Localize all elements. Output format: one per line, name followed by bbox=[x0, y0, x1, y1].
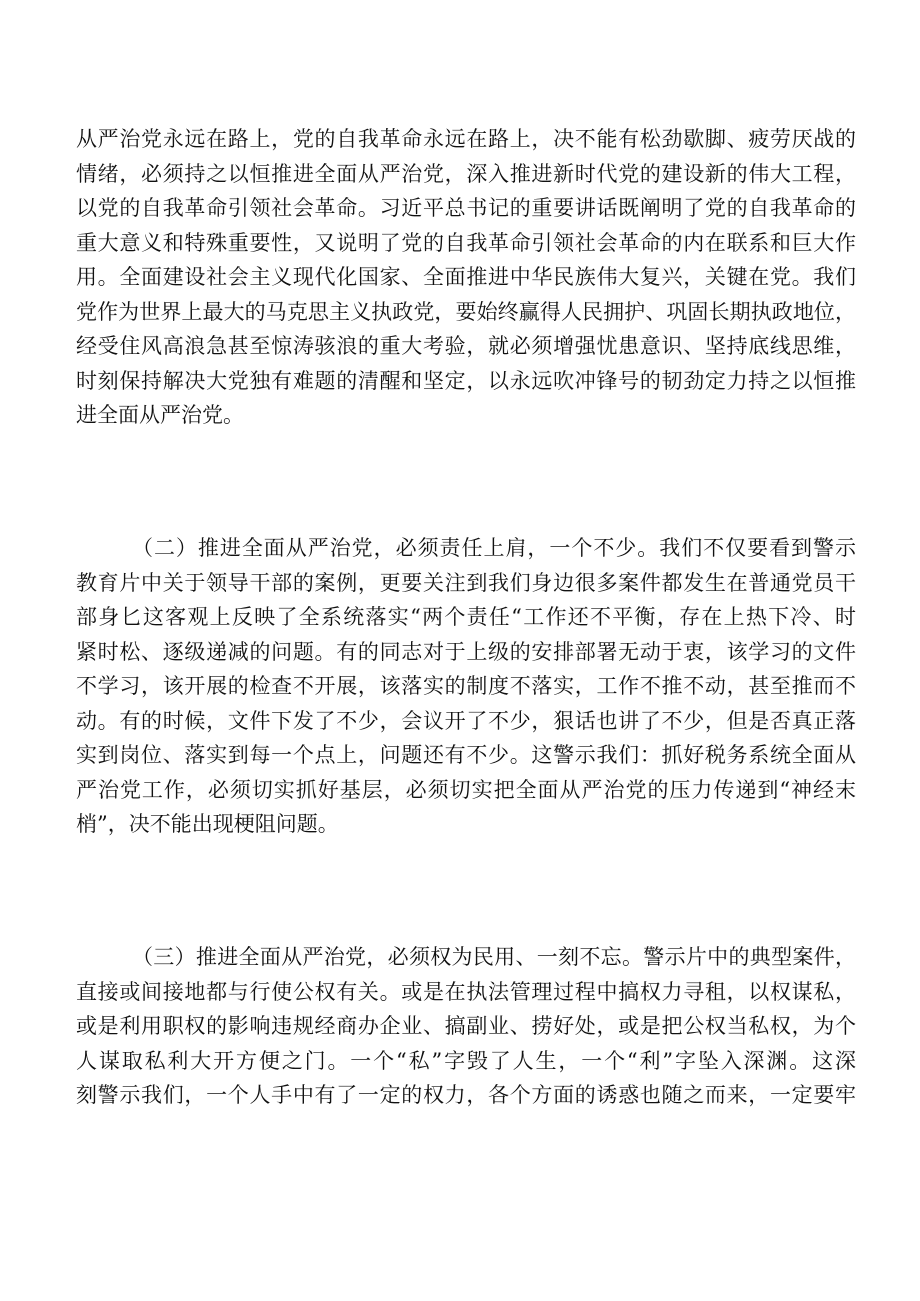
text-line: 不学习，该开展的检查不开展，该落实的制度不落实，工作不推不动，甚至推而不 bbox=[76, 674, 856, 698]
text-line: 直接或间接地都与行使公权有关。或是在执法管理过程中搞权力寻租，以权谋私， bbox=[76, 979, 856, 1004]
text-line: 实到岗位、落实到每一个点上，问题还有不少。这警示我们：抓好税务系统全面从 bbox=[76, 743, 856, 767]
paragraph-2 bbox=[76, 531, 856, 842]
text-line: 经受住风高浪急甚至惊涛骇浪的重大考验，就必须增强忧患意识、坚持底线思维， bbox=[76, 334, 856, 358]
text-line: 党作为世界上最大的马克思主义执政党，要始终赢得人民拥护、巩固长期执政地位， bbox=[76, 299, 856, 324]
text-line: 时刻保持解决大党独有难题的清醒和坚定，以永远吹冲锋号的韧劲定力持之以恒推 bbox=[76, 368, 856, 393]
text-line: 动。有的时候，文件下发了不少，会议开了不少，狠话也讲了不少，但是否真正落 bbox=[76, 708, 856, 733]
paragraph-3 bbox=[76, 940, 856, 1113]
text-line: 重大意义和特殊重要性，又说明了党的自我革命引领社会革命的内在联系和巨大作 bbox=[76, 230, 856, 255]
text-line: 梢”，决不能出现梗阻问题。 bbox=[76, 812, 339, 836]
text-line: 用。全面建设社会主义现代化国家、全面推进中华民族伟大复兴，关键在党。我们 bbox=[76, 265, 856, 289]
paragraph-1 bbox=[76, 122, 856, 433]
text-line: 从严治党永远在路上，党的自我革命永远在路上，决不能有松劲歇脚、疲劳厌战的 bbox=[76, 127, 856, 151]
text-line: 或是利用职权的影响违规经商办企业、搞副业、捞好处，或是把公权当私权，为个 bbox=[76, 1014, 856, 1038]
text-line: （二）推进全面从严治党，必须责任上肩，一个不少。我们不仅要看到警示 bbox=[132, 536, 856, 560]
text-line: 严治党工作，必须切实抓好基层，必须切实把全面从严治党的压力传递到“神经末 bbox=[76, 777, 856, 802]
text-line: 以党的自我革命引领社会革命。习近平总书记的重要讲话既阐明了党的自我革命的 bbox=[76, 196, 856, 220]
text-line: 情绪，必须持之以恒推进全面从严治党，深入推进新时代党的建设新的伟大工程， bbox=[76, 161, 856, 186]
text-line: 部身匕这客观上反映了全系统落实“两个责任“工作还不平衡，存在上热下冷、时 bbox=[76, 605, 856, 629]
text-line: 教育片中关于领导干部的案例，更要关注到我们身边很多案件都发生在普通党员干 bbox=[76, 570, 856, 595]
text-line: 紧时松、逐级递减的问题。有的同志对于上级的安排部署无动于衷，该学习的文件 bbox=[76, 639, 856, 664]
text-line: （三）推进全面从严治党，必须权为民用、一刻不忘。警示片中的典型案件， bbox=[132, 945, 856, 969]
text-line: 人谋取私利大开方便之门。一个“私”字毁了人生，一个“利”字坠入深渊。这深 bbox=[76, 1048, 856, 1073]
text-line: 刻警示我们，一个人手中有了一定的权力，各个方面的诱惑也随之而来，一定要牢 bbox=[76, 1083, 856, 1107]
text-line: 进全面从严治党。 bbox=[76, 403, 244, 427]
